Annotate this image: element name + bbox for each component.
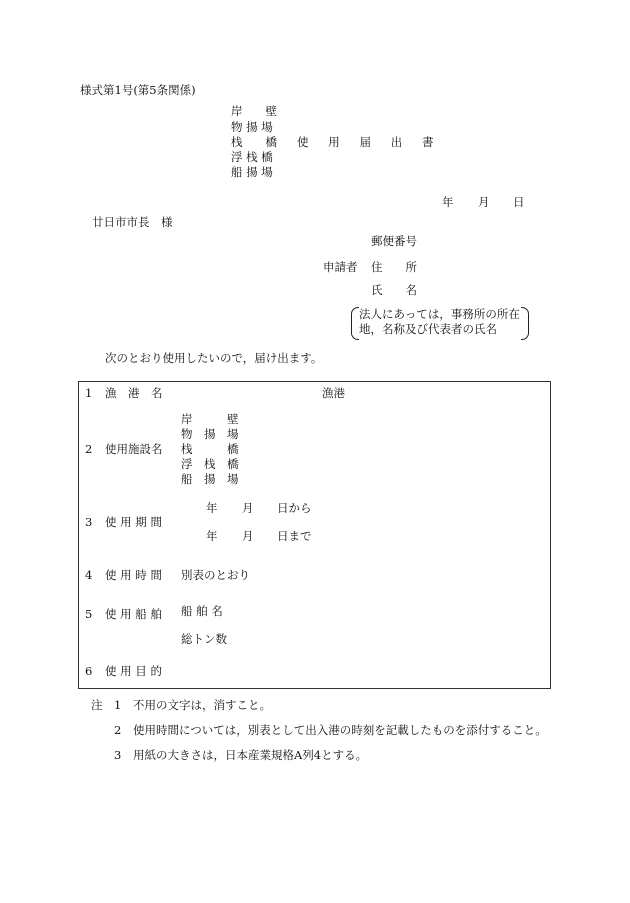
to-day: 日まで bbox=[277, 529, 312, 543]
note-bracket-left bbox=[351, 307, 359, 340]
to-year: 年 bbox=[206, 529, 218, 543]
date-month: 月 bbox=[478, 195, 490, 209]
date-year: 年 bbox=[442, 195, 454, 209]
note-text: 用紙の大きさは，日本産業規格A列4とする。 bbox=[133, 748, 368, 762]
title-facility: 岸 壁 bbox=[231, 104, 277, 118]
time-value: 別表のとおり bbox=[181, 568, 250, 582]
address-label: 住 所 bbox=[371, 260, 417, 274]
note-text: 使用時間については，別表として出入港の時刻を記載したものを添付すること。 bbox=[133, 723, 547, 737]
note-number: 3 bbox=[114, 748, 122, 762]
row-number: 1 bbox=[85, 386, 93, 400]
title-suffix: 使 用 届 出 書 bbox=[297, 135, 442, 149]
row-label: 使 用 時 間 bbox=[105, 568, 162, 582]
note-text: 不用の文字は，消すこと。 bbox=[133, 698, 271, 712]
facility-option: 物 揚 場 bbox=[181, 427, 239, 441]
fishing-port-value: 漁港 bbox=[322, 386, 345, 400]
applicant-label: 申請者 bbox=[323, 260, 358, 274]
title-facility: 栈 橋 bbox=[231, 135, 277, 149]
row-label: 漁 港 名 bbox=[105, 386, 163, 400]
row-number: 6 bbox=[85, 664, 93, 678]
tonnage-label: 総トン数 bbox=[181, 632, 227, 646]
from-day: 日から bbox=[277, 501, 312, 515]
intro-text: 次のとおり使用したいので，届け出ます。 bbox=[105, 351, 323, 365]
row-label: 使 用 目 的 bbox=[105, 664, 162, 678]
from-year: 年 bbox=[206, 501, 218, 515]
row-label: 使 用 期 間 bbox=[105, 515, 162, 529]
from-month: 月 bbox=[242, 501, 254, 515]
postal-code-label: 郵便番号 bbox=[371, 234, 417, 248]
row-number: 4 bbox=[85, 568, 93, 582]
ship-name-label: 船 舶 名 bbox=[181, 604, 223, 618]
addressee: 廿日市市長 様 bbox=[92, 215, 173, 229]
facility-option: 船 揚 場 bbox=[181, 472, 239, 486]
to-month: 月 bbox=[242, 529, 254, 543]
row-number: 2 bbox=[85, 442, 93, 456]
form-number: 様式第1号(第5条関係) bbox=[80, 83, 196, 97]
row-label: 使 用 船 舶 bbox=[105, 607, 162, 621]
facility-option: 栈 橋 bbox=[181, 442, 239, 456]
notes-prefix: 注 bbox=[91, 698, 103, 712]
facility-option: 浮 栈 橋 bbox=[181, 457, 239, 471]
title-facility: 浮 栈 橋 bbox=[231, 150, 273, 164]
note-number: 1 bbox=[114, 698, 122, 712]
note-bracket-right bbox=[521, 307, 529, 340]
title-facility: 物 揚 場 bbox=[231, 120, 273, 134]
form-table bbox=[78, 381, 551, 689]
corporate-note-line1: 法人にあっては，事務所の所在 bbox=[359, 307, 520, 321]
date-day: 日 bbox=[513, 195, 525, 209]
note-number: 2 bbox=[114, 723, 122, 737]
row-label: 使用施設名 bbox=[105, 442, 163, 456]
title-facility: 船 揚 場 bbox=[231, 165, 273, 179]
corporate-note-line2: 地，名称及び代表者の氏名 bbox=[359, 322, 497, 336]
facility-option: 岸 壁 bbox=[181, 412, 239, 426]
row-number: 5 bbox=[85, 607, 93, 621]
name-label: 氏 名 bbox=[371, 283, 417, 297]
row-number: 3 bbox=[85, 515, 93, 529]
